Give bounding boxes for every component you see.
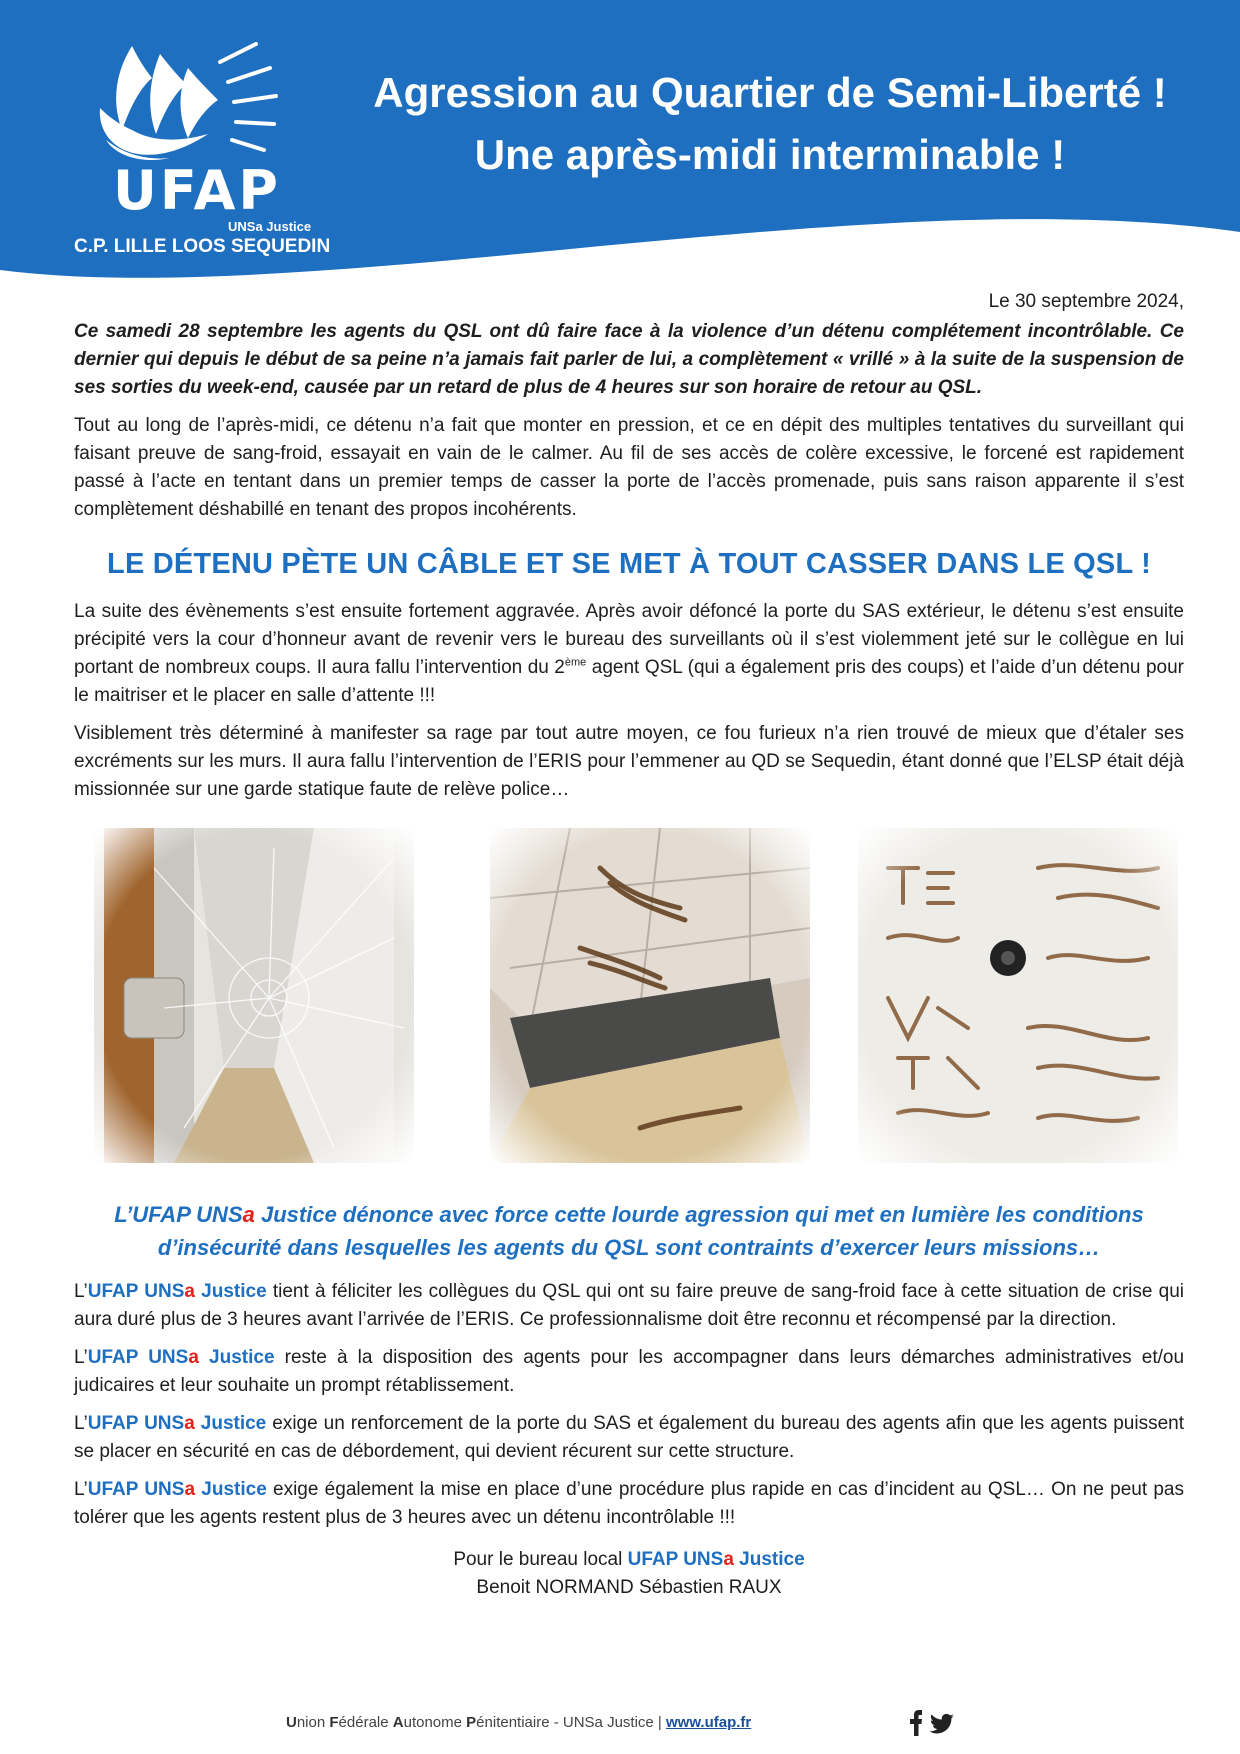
title-line-1: Agression au Quartier de Semi-Liberté !: [373, 69, 1167, 116]
photo-strip: [74, 816, 1184, 1166]
logo-subtitle: UNSa Justice: [228, 219, 312, 234]
paragraph-support: L’UFAP UNSa Justice reste à la disposition des agents pour les accompagner dans leurs démarches administratives et/ou judicaires et leur souhaite un prompt rétablissement.: [74, 1347, 1185, 1396]
dove-icon: [60, 38, 330, 178]
photo-soiled-wall: [858, 828, 1178, 1163]
paragraph-demand-procedure: L’UFAP UNSa Justice exige également la mise en place d’une procédure plus rapide en cas d’incident au QSL… On ne peut pas tolérer que les agents restent plus de 3 heures avec un détenu incontrôlable !!!: [74, 1479, 1184, 1528]
lead-paragraph: Ce samedi 28 septembre les agents du QSL ont dû faire face à la violence d’un détenu complétement incontrôlable. Ce dernier qui depuis le début de sa peine n’a jamais fait parler de lui, a complètement « vrillé » à la suite de la suspension de ses sorties du week-end, causée par un retard de plus de 4 heures sur son horaire de retour au QSL.: [74, 321, 1184, 398]
page-title: [330, 62, 1210, 186]
paragraph-congratulate: L’UFAP UNSa Justice tient à féliciter les collègues du QSL qui ont su faire preuve de sang-froid face à cette situation de crise qui aura duré plus de 3 heures avant l’arrivée de l’ERIS. Ce professionnalisme doit être reconnu et récompensé par la direction.: [74, 1281, 1184, 1330]
document-body: [74, 288, 1184, 1602]
facebook-icon[interactable]: [910, 1710, 922, 1736]
paragraph-1: Tout au long de l’après-midi, ce détenu n’a fait que monter en pression, et ce en dépit des multiples tentatives du surveillant qui faisant preuve de sang-froid, essayait en vain de le calmer. Au fil de ses accès de colère excessive, le forcené est rapidement passé à l’acte en tentant dans un premier temps de casser la porte de l’accès promenade, puis sans raison apparente il s’est complètement déshabillé en tenant des propos incohérents.: [74, 415, 1184, 520]
footer: [0, 1706, 1240, 1740]
paragraph-demand-door: L’UFAP UNSa Justice exige un renforcement de la porte du SAS et également du bureau des agents afin que les agents puissent se placer en sécurité en cas de débordement, qui devient récurent sur cette structure.: [74, 1413, 1184, 1462]
twitter-icon[interactable]: [930, 1714, 955, 1734]
photo-broken-glass: [94, 828, 414, 1163]
ufap-logo: [60, 38, 330, 268]
signature-line-1: Pour le bureau local UFAP UNSa Justice: [453, 1549, 805, 1570]
document-date: Le 30 septembre 2024,: [988, 291, 1184, 312]
website-link[interactable]: www.ufap.fr: [665, 1714, 752, 1731]
logo-wordmark: UFAP: [113, 159, 281, 222]
footer-org-text: Union Fédérale Autonome Pénitentiaire - UNSa Justice | www.ufap.fr: [286, 1714, 752, 1731]
paragraph-2: La suite des évènements s’est ensuite fortement aggravée. Après avoir défoncé la porte du SAS extérieur, le détenu s’est ensuite précipité vers la cour d’honneur avant de revenir vers le bureau des surveillants où il s’est violemment jeté sur le collègue en lui portant de nombreux coups. Il aura fallu l’intervention du 2ème agent QSL (qui a également pris des coups) et l’aide d’un détenu pour le maitriser et le placer en salle d’attente !!!: [74, 601, 1184, 706]
title-line-2: Une après-midi interminable !: [474, 131, 1066, 178]
section-headline: LE DÉTENU PÈTE UN CÂBLE ET SE MET À TOUT CASSER DANS LE QSL !: [107, 548, 1151, 580]
photo-soiled-floor: [490, 828, 810, 1163]
signature-block: [74, 1546, 1184, 1602]
paragraph-3: Visiblement très déterminé à manifester sa rage par tout autre moyen, ce fou furieux n’a rien trouvé de mieux que d’étaler ses excréments sur les murs. Il aura fallu l’intervention de l’ERIS pour l’emmener au QD se Sequedin, étant donné que l’ELSP était déjà missionnée sur une garde statique faute de relève police…: [74, 723, 1184, 800]
signature-names: Benoit NORMAND Sébastien RAUX: [476, 1577, 782, 1598]
denunciation-statement: L’UFAP UNSa Justice dénonce avec force cette lourde agression qui met en lumière les conditions d’insécurité dans lesquelles les agents du QSL sont contraints d’exercer leurs missions…: [114, 1202, 1144, 1260]
header-banner: [0, 0, 1240, 290]
site-name: C.P. LILLE LOOS SEQUEDIN: [74, 236, 331, 257]
social-icons: [904, 1708, 964, 1742]
